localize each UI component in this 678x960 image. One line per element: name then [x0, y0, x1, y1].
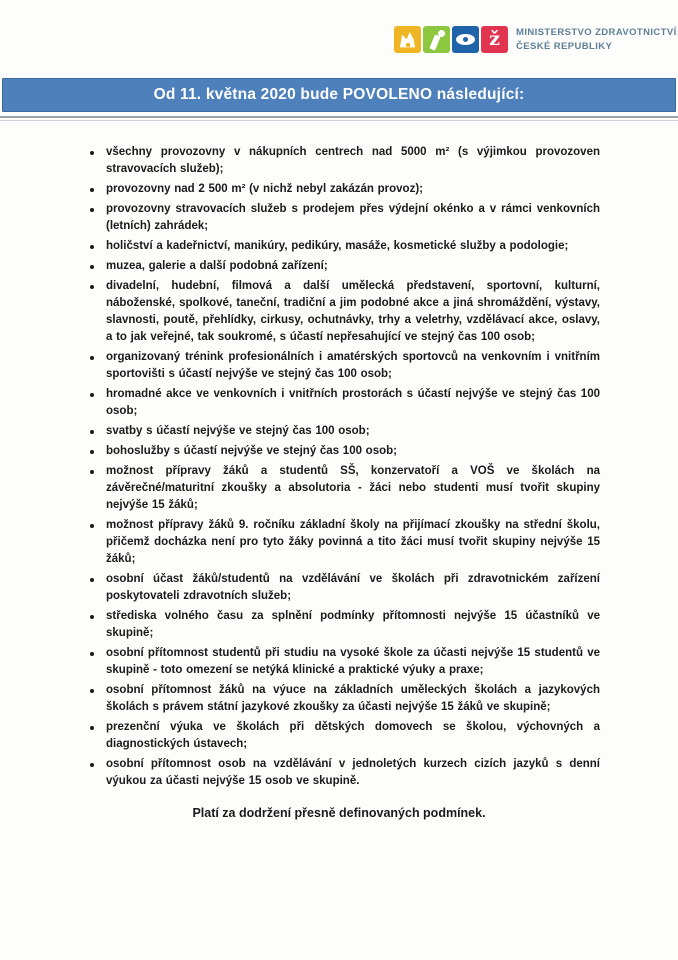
list-item	[88, 719, 600, 753]
list-item	[88, 645, 600, 679]
logo-figure-yellow-icon	[394, 26, 421, 53]
list-item	[88, 423, 600, 440]
list-item	[88, 463, 600, 514]
list-item-text: hromadné akce ve venkovních i vnitřních prostorách s účastí nejvýše ve stejný čas 100 osob;	[106, 388, 600, 417]
list-item	[88, 349, 600, 383]
list-item-text: muzea, galerie a další podobná zařízení;	[106, 260, 328, 272]
list-item	[88, 201, 600, 235]
list-item	[88, 238, 600, 255]
logo-letter-z-red-icon	[481, 26, 508, 53]
allowed-list	[88, 144, 600, 790]
list-item	[88, 181, 600, 198]
list-item-text: osobní přítomnost osob na vzdělávání v jednoletých kurzech cizích jazyků s denní výukou za účasti nejvýše 15 osob ve skupině.	[106, 758, 600, 787]
logo-eye-blue-icon	[452, 26, 479, 53]
list-item	[88, 258, 600, 275]
list-item-text: provozovny nad 2 500 m² (v nichž nebyl zakázán provoz);	[106, 183, 423, 195]
logo-tiles	[394, 26, 508, 53]
list-item	[88, 756, 600, 790]
list-item-text: všechny provozovny v nákupních centrech nad 5000 m² (s výjimkou provozoven stravovacích služeb);	[106, 146, 600, 175]
list-item-text: možnost přípravy žáků 9. ročníku základní školy na přijímací zkoušky na střední školu, přičemž docházka není pro tyto žáky povinná a tito žáci musí tvořit skupiny nejvýše 15 žáků;	[106, 519, 600, 565]
ministry-logo	[394, 26, 677, 54]
list-item-text: divadelní, hudební, filmová a další umělecká představení, sportovní, kulturní, náboženské, spolkové, taneční, tradiční a jim podobné akce a jiná shromáždění, výstavy, slavnosti, poutě, přehlídky, cirkusy, ochutnávky, trhy a veletrhy, vzdělávací akce, oslavy, a to jak veřejné, tak soukromé, s účastí nepřesahující ve stejný čas 100 osob;	[106, 280, 600, 343]
list-item-text: osobní přítomnost žáků na výuce na základních uměleckých školách a jazykových školách s právem státní jazykové zkoušky za účasti nejvýše 15 žáků ve skupině;	[106, 684, 600, 713]
list-item-text: střediska volného času za splnění podmínky přítomnosti nejvýše 15 účastníků ve skupině;	[106, 610, 600, 639]
list-item-text: holičství a kadeřnictví, manikúry, pedikúry, masáže, kosmetické služby a podologie;	[106, 240, 569, 252]
list-item-text: prezenční výuka ve školách při dětských domovech se školou, výchovných a diagnostických ústavech;	[106, 721, 600, 750]
ministry-name-line1: MINISTERSTVO ZDRAVOTNICTVÍ	[516, 27, 677, 38]
list-item-text: svatby s účastí nejvýše ve stejný čas 100 osob;	[106, 425, 370, 437]
list-item	[88, 571, 600, 605]
letter-z-glyph: ž	[489, 28, 500, 51]
list-item-text: organizovaný trénink profesionálních i amatérských sportovců na venkovním i vnitřním sportovišti s účastí nejvýše ve stejný čas 100 osob;	[106, 351, 600, 380]
list-item	[88, 608, 600, 642]
logo-figure-green-icon	[423, 26, 450, 53]
list-item-text: osobní účast žáků/studentů na vzdělávání ve školách při zdravotnickém zařízení poskytovateli zdravotních služeb;	[106, 573, 600, 602]
list-item	[88, 386, 600, 420]
title-bar	[2, 78, 676, 112]
list-item	[88, 517, 600, 568]
list-item-text: provozovny stravovacích služeb s prodejem přes výdejní okénko a v rámci venkovních (letních) zahrádek;	[106, 203, 600, 232]
figure-dot	[406, 43, 410, 47]
ministry-name-line2: ČESKÉ REPUBLIKY	[516, 40, 613, 52]
figure-limb	[429, 35, 440, 51]
list-item	[88, 682, 600, 716]
footer-note: Platí za dodržení přesně definovaných podmínek.	[192, 806, 486, 820]
list-item	[88, 144, 600, 178]
list-item-text: osobní přítomnost studentů při studiu na vysoké škole za účasti nejvýše 15 studentů ve skupině - toto omezení se netýká klinické a praktické výuky a praxe;	[106, 647, 600, 676]
list-item-text: bohoslužby s účastí nejvýše ve stejný čas 100 osob;	[106, 445, 397, 457]
list-item-text: možnost přípravy žáků a studentů SŠ, konzervatoří a VOŠ ve školách na závěrečné/maturitní zkoušky a absolutoria - žáci nebo studenti musí tvořit skupiny nejvýše 15 žáků;	[106, 465, 600, 511]
divider-rule	[0, 116, 678, 121]
list-item	[88, 443, 600, 460]
document-body	[0, 140, 678, 793]
ministry-name	[516, 26, 677, 54]
page-title: Od 11. května 2020 bude POVOLENO následující:	[153, 86, 525, 103]
list-item	[88, 278, 600, 346]
